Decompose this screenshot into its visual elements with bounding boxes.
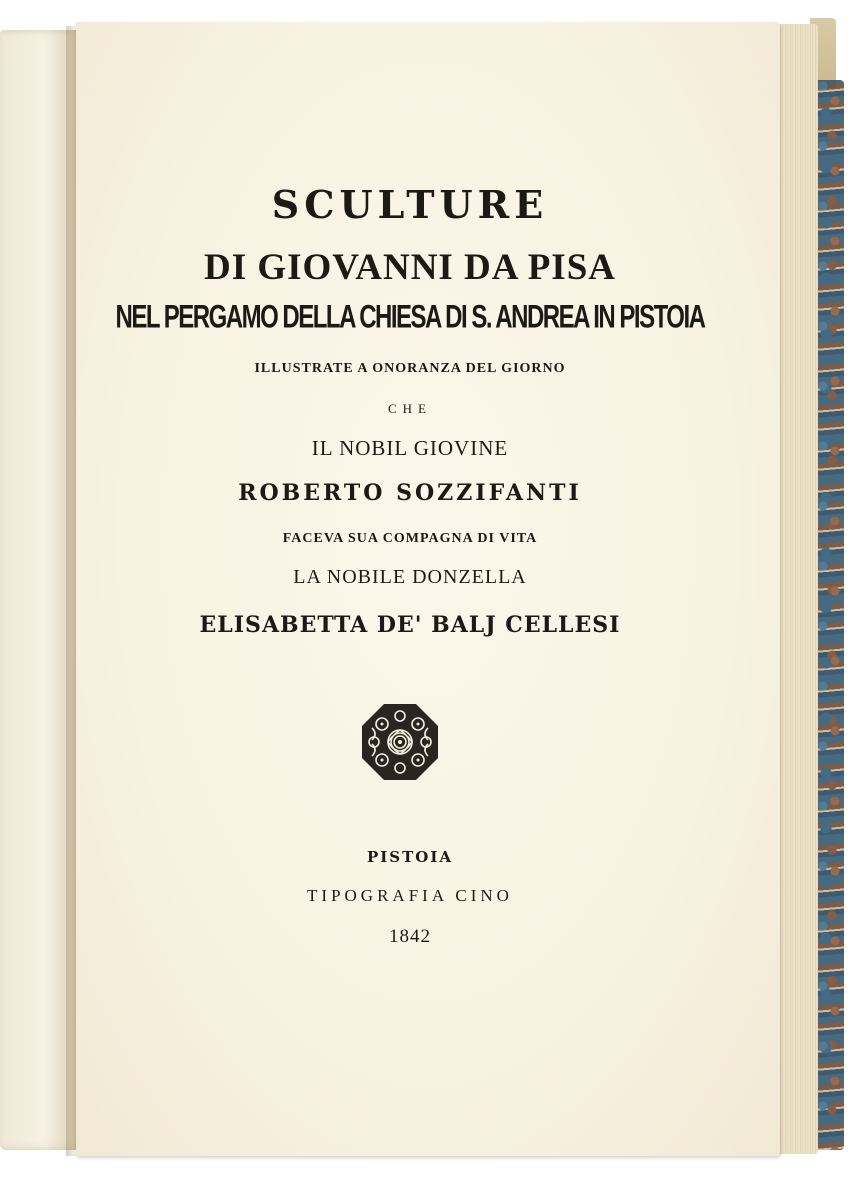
page-edges xyxy=(776,24,818,1154)
title-line-9: LA NOBILE DONZELLA xyxy=(293,566,527,588)
imprint-printer: TIPOGRAFIA CINO xyxy=(307,886,513,905)
imprint-place: PISTOIA xyxy=(366,848,453,866)
title-line-10: ELISABETTA DE' BALJ CELLESI xyxy=(199,612,621,638)
rosette-ornament-icon xyxy=(362,704,438,780)
title-line-2: DI GIOVANNI DA PISA xyxy=(203,247,617,288)
title-line-7: ROBERTO SOZZIFANTI xyxy=(238,480,582,506)
marbled-board xyxy=(814,80,844,1150)
title-line-1: SCULTURE xyxy=(271,182,549,227)
imprint-year: 1842 xyxy=(389,926,431,947)
title-line-3: NEL PERGAMO DELLA CHIESA DI S. ANDREA IN PISTOIA xyxy=(115,299,705,336)
title-line-5: CHE xyxy=(388,401,432,416)
title-line-6: IL NOBIL GIOVINE xyxy=(311,436,509,460)
title-line-8: FACEVA SUA COMPAGNA DI VITA xyxy=(282,531,538,546)
title-line-4: ILLUSTRATE A ONORANZA DEL GIORNO xyxy=(254,361,566,376)
